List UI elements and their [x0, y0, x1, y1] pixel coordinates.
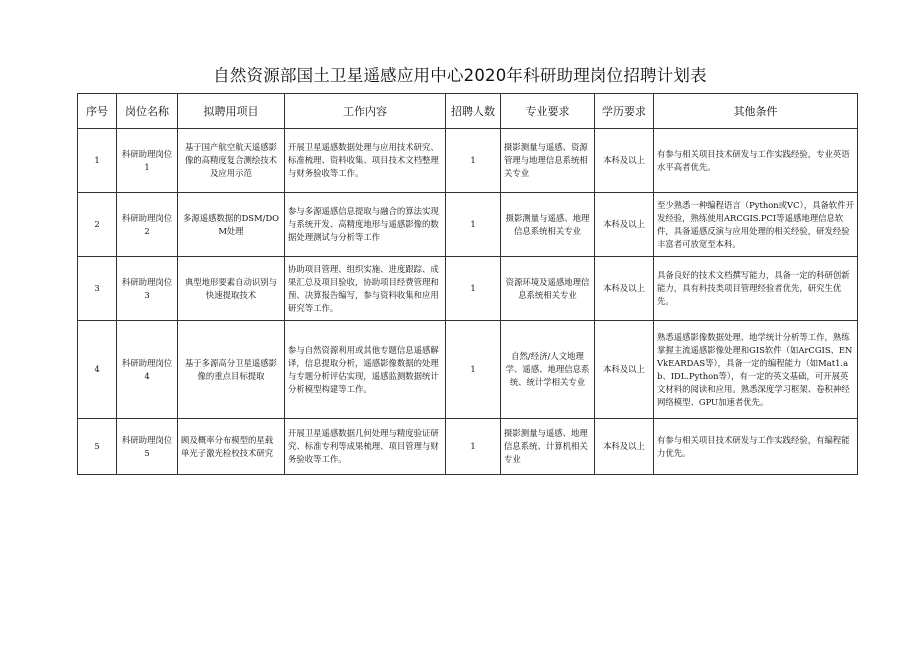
- cell-major: 摄影测量与遥感、地理信息系统相关专业: [501, 193, 595, 257]
- cell-other: 有参与相关项目技术研发与工作实践经验，有编程能力优先。: [654, 419, 858, 475]
- cell-no: 5: [78, 419, 117, 475]
- cell-major: 自然/经济/人文地理学、遥感、地理信息系统、统计学相关专业: [501, 321, 595, 419]
- cell-no: 2: [78, 193, 117, 257]
- cell-major: 资源环境及遥感地理信息系统相关专业: [501, 257, 595, 321]
- cell-education: 本科及以上: [595, 257, 654, 321]
- cell-work: 协助项目管理、组织实施、进度跟踪、成果汇总及项目验收，协助项目经费管理和预、决算报告编写，参与资料收集和应用研究等工作。: [285, 257, 446, 321]
- header-other: 其他条件: [654, 94, 858, 129]
- header-no: 序号: [78, 94, 117, 129]
- cell-other: 至少熟悉一种编程语言（Python或VC），具备软件开发经验，熟练使用ARCGIS.PCI等遥感地理信息软件，具备遥感反演与应用处理的相关经验，研发经验丰富者可放宽至本科。: [654, 193, 858, 257]
- header-project: 拟聘用项目: [178, 94, 285, 129]
- cell-position: 科研助理岗位4: [117, 321, 178, 419]
- cell-other: 具备良好的技术文档撰写能力，具备一定的科研创新能力，具有科技类项目管理经验者优先，研究生优先。: [654, 257, 858, 321]
- recruitment-table: [77, 93, 858, 475]
- table-row: [78, 419, 858, 475]
- cell-project: 典型地形要素自动识别与快速提取技术: [178, 257, 285, 321]
- cell-work: 参与多源遥感信息提取与融合的算法实现与系统开发、高精度地形与遥感影像的数据处理测试与分析等工作: [285, 193, 446, 257]
- cell-education: 本科及以上: [595, 193, 654, 257]
- cell-position: 科研助理岗位5: [117, 419, 178, 475]
- page-title: 自然资源部国土卫星遥感应用中心2020年科研助理岗位招聘计划表: [213, 66, 707, 85]
- cell-count: 1: [446, 321, 501, 419]
- header-work: 工作内容: [285, 94, 446, 129]
- cell-project: 多源遥感数据的DSM/DOM处理: [178, 193, 285, 257]
- cell-major: 摄影测量与遥感、地理信息系统、计算机相关专业: [501, 419, 595, 475]
- cell-work: 开展卫星遥感数据几何处理与精度验证研究、标准专利等成果梳理、项目管理与财务验收等工作。: [285, 419, 446, 475]
- cell-position: 科研助理岗位3: [117, 257, 178, 321]
- cell-count: 1: [446, 193, 501, 257]
- header-count: 招聘人数: [446, 94, 501, 129]
- header-major: 专业要求: [501, 94, 595, 129]
- table-row: [78, 321, 858, 419]
- cell-position: 科研助理岗位2: [117, 193, 178, 257]
- cell-no: 4: [78, 321, 117, 419]
- cell-project: 顾及概率分布模型的星载单光子激光检校技术研究: [178, 419, 285, 475]
- cell-project: 基于多源高分卫星遥感影像的重点目标提取: [178, 321, 285, 419]
- cell-education: 本科及以上: [595, 321, 654, 419]
- table-row: [78, 129, 858, 193]
- cell-count: 1: [446, 257, 501, 321]
- cell-no: 1: [78, 129, 117, 193]
- cell-education: 本科及以上: [595, 419, 654, 475]
- header-row: [78, 94, 858, 129]
- cell-other: 有参与相关项目技术研发与工作实践经验，专业英语水平高者优先。: [654, 129, 858, 193]
- header-position: 岗位名称: [117, 94, 178, 129]
- cell-work: 参与自然资源利用或其他专题信息遥感解译，信息提取分析，遥感影像数据的处理与专题分析评估实现，遥感监测数据统计分析模型构建等工作。: [285, 321, 446, 419]
- header-education: 学历要求: [595, 94, 654, 129]
- cell-count: 1: [446, 419, 501, 475]
- table-row: [78, 257, 858, 321]
- cell-no: 3: [78, 257, 117, 321]
- cell-project: 基于国产航空航天遥感影像的高精度复合测绘技术及应用示范: [178, 129, 285, 193]
- cell-count: 1: [446, 129, 501, 193]
- cell-other: 熟悉遥感影像数据处理、地学统计分析等工作，熟练掌握主流遥感影像处理和GIS软件（如ArCGIS、ENVkEARDAS等），具备一定的编程能力（如Mat1.ab、IDL.Python等），有一定的英文基础，可开展英文材料的阅读和应用。熟悉深度学习框架、卷积神经网络模型、GPU加速者优先。: [654, 321, 858, 419]
- cell-position: 科研助理岗位1: [117, 129, 178, 193]
- cell-education: 本科及以上: [595, 129, 654, 193]
- cell-work: 开展卫星遥感数据处理与应用技术研究、标准梳理、资料收集、项目技术文档整理与财务验收等工作。: [285, 129, 446, 193]
- table-row: [78, 193, 858, 257]
- cell-major: 摄影测量与遥感、资源管理与地理信息系统相关专业: [501, 129, 595, 193]
